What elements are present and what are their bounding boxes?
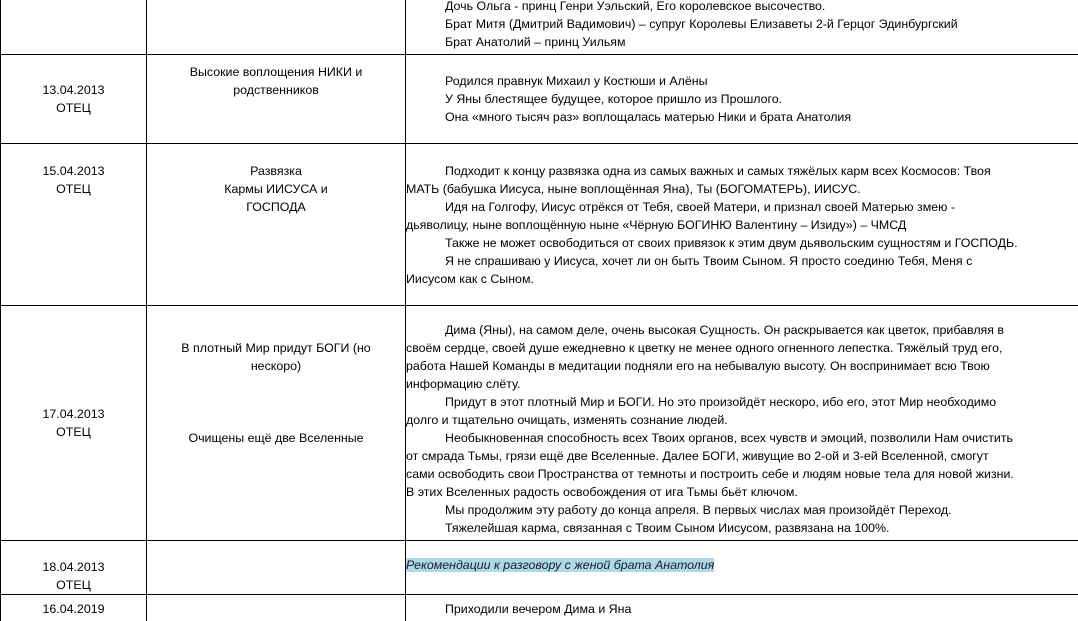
- body-line: Брат Анатолий – принц Уильям: [445, 35, 626, 49]
- body-line: дьяволицу, ныне воплощённую ныне «Чёрную БОГИНЮ Валентину – Изиду») – ЧМСД: [406, 218, 907, 232]
- body-line: Необыкновенная способность всех Твоих органов, всех чувств и эмоций, позволили Нам очистить: [445, 431, 1013, 445]
- entry-date: 13.04.2013: [42, 83, 105, 97]
- body-line: [406, 556, 1078, 574]
- entry-role: ОТЕЦ: [56, 578, 91, 592]
- table-row: [1, 144, 1078, 306]
- topic-cell: [147, 144, 406, 306]
- entry-date: 17.04.2013: [42, 407, 105, 421]
- table-row: [1, 595, 1078, 621]
- body-cell: [406, 0, 1078, 55]
- body-line: В этих Вселенных радость освобождения от ига Тьмы бьёт ключом.: [406, 485, 798, 499]
- topic-cell: [147, 541, 406, 595]
- topic-line: Высокие воплощения НИКИ и: [189, 65, 363, 79]
- body-line: Иисусом как с Сыном.: [406, 272, 534, 286]
- topic-cell: [147, 595, 406, 621]
- topic-line: родственников: [233, 83, 319, 97]
- date-cell: [1, 306, 147, 541]
- body-line: работа Нашей Команды в медитации подняли его на небывалую высоту. Он воспринимает всю Твою: [406, 359, 990, 373]
- body-line: МАТЬ (бабушка Иисуса, ныне воплощённая Яна), Ты (БОГОМАТЕРЬ), ИИСУС.: [406, 182, 861, 196]
- body-cell: [406, 55, 1078, 144]
- date-cell: [1, 144, 147, 306]
- table-row: [1, 306, 1078, 541]
- date-cell: [1, 541, 147, 595]
- entry-date: 15.04.2013: [42, 164, 105, 178]
- body-line: Тяжелейшая карма, связанная с Твоим Сыном Иисусом, развязана на 100%.: [445, 521, 890, 535]
- body-line: долго и тщательно очищать, изменять сознание людей.: [406, 413, 728, 427]
- entry-date: 18.04.2013: [42, 560, 105, 574]
- body-cell: [406, 306, 1078, 541]
- body-line: Она «много тысяч раз» воплощалась матерью Ники и брата Анатолия: [445, 110, 852, 124]
- table-row: [1, 541, 1078, 595]
- topic-line: Развязка: [250, 164, 302, 178]
- body-line: Приходили вечером Дима и Яна: [445, 602, 632, 616]
- entry-role: ОТЕЦ: [56, 425, 91, 439]
- body-line: Дочь Ольга - принц Генри Уэльский, Его королевское высочество.: [445, 0, 826, 13]
- body-line: от смрада Тьмы, грязи ещё две Вселенные. Далее БОГИ, живущие во 2-ой и 3-ей Вселенной, смогут: [406, 449, 989, 463]
- date-cell: [1, 55, 147, 144]
- date-cell: [1, 595, 147, 621]
- body-line: Брат Митя (Дмитрий Вадимович) – супруг Королевы Елизаветы 2-й Герцог Эдинбургский: [445, 17, 958, 31]
- body-cell: [406, 595, 1078, 621]
- body-line: Подходит к концу развязка одна из самых важных и самых тяжёлых карм всех Космосов: Твоя: [445, 164, 991, 178]
- body-line: У Яны блестящее будущее, которое пришло из Прошлого.: [445, 92, 783, 106]
- topic-line: Очищены ещё две Вселенные: [188, 431, 364, 445]
- body-line: Идя на Голгофу, Иисус отрёкся от Тебя, своей Матери, и признал своей Матерью змею -: [445, 200, 955, 214]
- topic-cell: [147, 306, 406, 541]
- body-line: информацию слёту.: [406, 377, 521, 391]
- topic-cell: [147, 55, 406, 144]
- topic-cell: [147, 0, 406, 55]
- entry-role: ОТЕЦ: [56, 182, 91, 196]
- body-line: своём сердце, своей душе ежедневно к цветку не менее одного огненного лепестка. Тяжёлый труд его,: [406, 341, 1003, 355]
- highlighted-link-text[interactable]: Рекомендации к разговору с женой брата Анатолия: [406, 558, 715, 572]
- body-line: Я не спрашиваю у Иисуса, хочет ли он быть Твоим Сыном. Я просто соединю Тебя, Меня с: [445, 254, 973, 268]
- body-cell: [406, 144, 1078, 306]
- body-line: Родился правнук Михаил у Костюши и Алёны: [445, 74, 708, 88]
- topic-line: В плотный Мир придут БОГИ (но: [181, 341, 371, 355]
- topic-line: Кармы ИИСУСА и: [224, 182, 328, 196]
- date-cell: [1, 0, 147, 55]
- entry-role: ОТЕЦ: [56, 101, 91, 115]
- topic-line: нескоро): [250, 359, 302, 373]
- body-line: Придут в этот плотный Мир и БОГИ. Но это произойдёт нескоро, ибо его, этот Мир необходимо: [445, 395, 997, 409]
- body-cell: [406, 541, 1078, 595]
- body-line: Также не может освободиться от своих привязок к этим двум дьявольским сущностям и ГОСПОДЬ.: [445, 236, 1018, 250]
- entry-date: 16.04.2019: [42, 602, 105, 616]
- table-row: [1, 55, 1078, 144]
- body-line: Дима (Яны), на самом деле, очень высокая Сущность. Он раскрывается как цветок, прибавляя в: [445, 323, 1004, 337]
- table-row: [1, 0, 1078, 55]
- topic-line: ГОСПОДА: [246, 200, 306, 214]
- body-line: сами освободить свои Пространства от темноты и построить себе и людям новые тела для новой жизни.: [406, 467, 1014, 481]
- body-line: Мы продолжим эту работу до конца апреля. В первых числах мая произойдёт Переход.: [445, 503, 952, 517]
